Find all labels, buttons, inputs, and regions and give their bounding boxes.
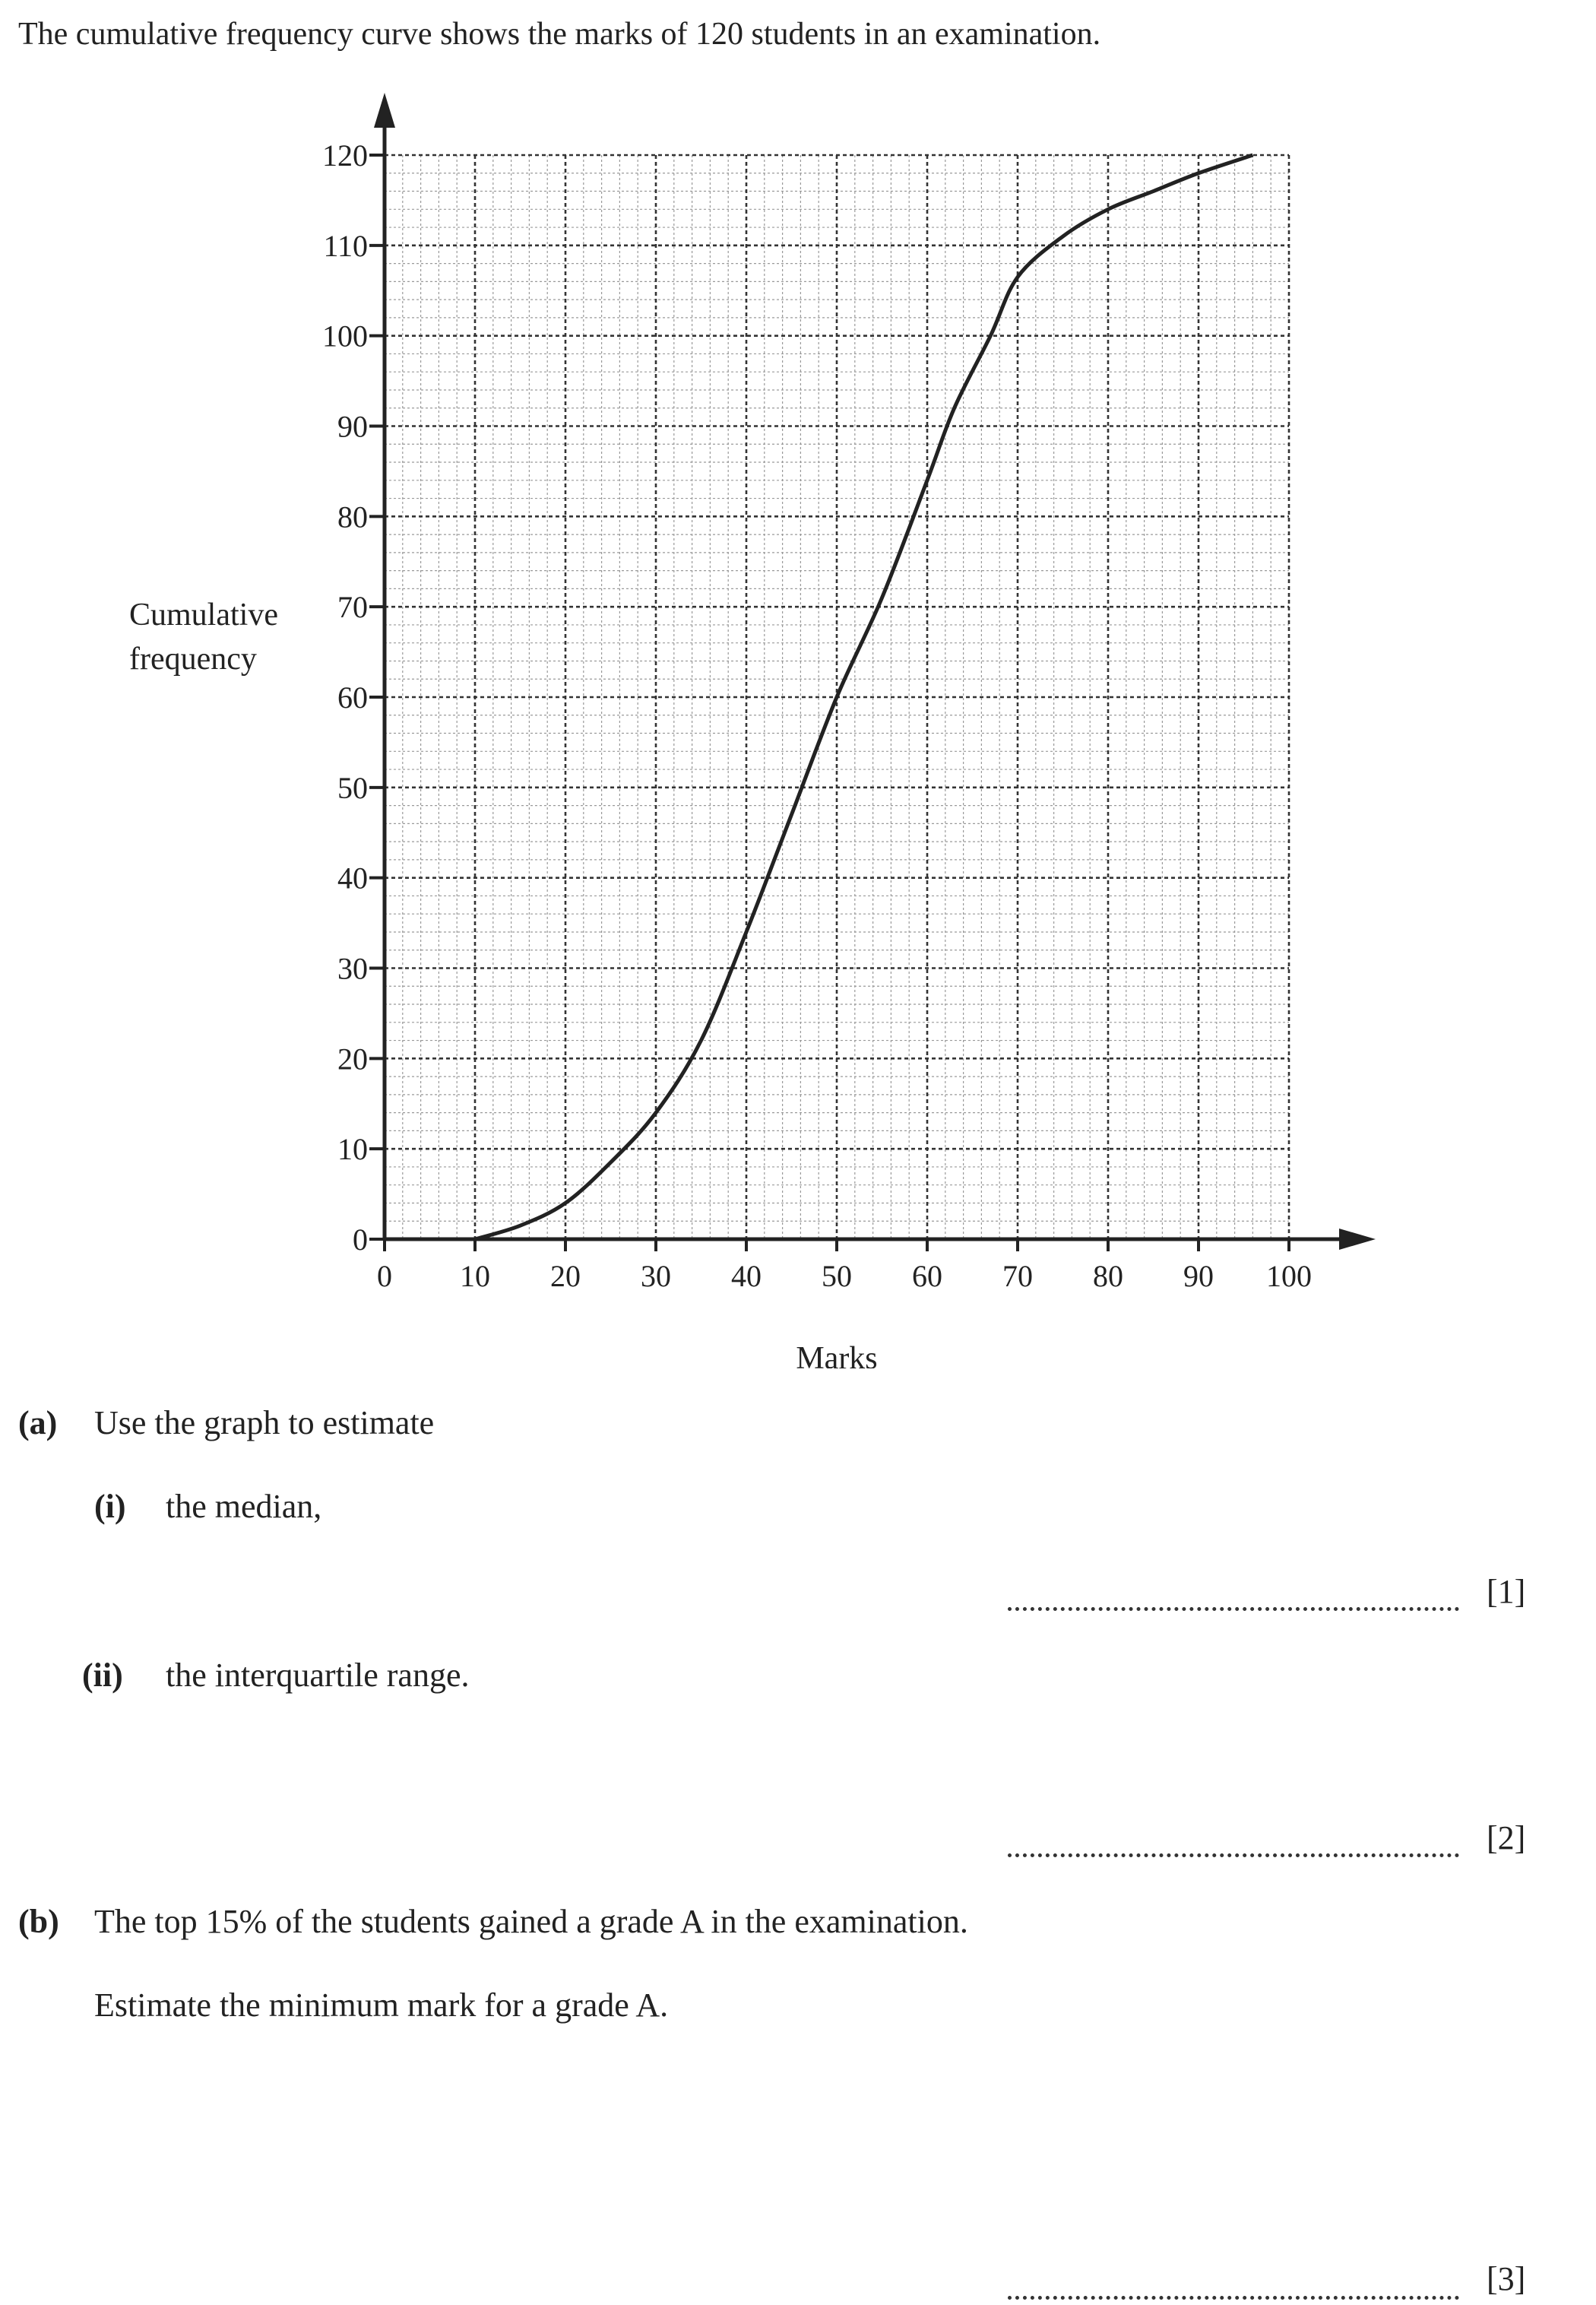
y-axis-arrow bbox=[374, 93, 395, 128]
x-tick-label: 10 bbox=[460, 1259, 490, 1293]
y-tick-label: 100 bbox=[322, 319, 368, 354]
x-tick-label: 0 bbox=[377, 1259, 392, 1293]
y-tick-label: 60 bbox=[337, 680, 368, 715]
y-tick-label: 0 bbox=[353, 1222, 368, 1257]
x-tick-label: 100 bbox=[1266, 1259, 1312, 1293]
y-tick-label: 30 bbox=[337, 951, 368, 986]
answer-line-a-i[interactable] bbox=[1008, 1607, 1459, 1611]
part-a-i-text: the median, bbox=[166, 1488, 322, 1525]
mark-a-ii: [2] bbox=[1487, 1819, 1526, 1856]
mark-b: [3] bbox=[1487, 2260, 1526, 2297]
part-a-i-label: (i) bbox=[94, 1488, 126, 1525]
y-tick-label: 70 bbox=[337, 590, 368, 625]
y-tick-label: 40 bbox=[337, 861, 368, 896]
x-tick-label: 60 bbox=[912, 1259, 942, 1293]
answer-line-b[interactable] bbox=[1008, 2296, 1459, 2300]
y-tick-label: 50 bbox=[337, 770, 368, 805]
part-a-ii-text: the interquartile range. bbox=[166, 1657, 470, 1694]
x-tick-label: 70 bbox=[1002, 1259, 1033, 1293]
part-b-text-2: Estimate the minimum mark for a grade A. bbox=[94, 1986, 669, 2024]
y-tick-label: 90 bbox=[337, 409, 368, 444]
part-a-label: (a) bbox=[18, 1404, 58, 1441]
part-b-label: (b) bbox=[18, 1903, 59, 1940]
y-axis-label: frequency bbox=[129, 642, 257, 677]
y-axis-label: Cumulative bbox=[129, 598, 278, 633]
y-tick-label: 110 bbox=[323, 228, 368, 263]
y-tick-label: 20 bbox=[337, 1042, 368, 1076]
part-a-ii-label: (ii) bbox=[82, 1657, 123, 1694]
y-tick-label: 120 bbox=[322, 138, 368, 173]
x-axis-label: Marks bbox=[796, 1341, 878, 1368]
answer-line-a-ii[interactable] bbox=[1008, 1853, 1459, 1857]
mark-a-i: [1] bbox=[1487, 1573, 1526, 1610]
x-tick-label: 80 bbox=[1093, 1259, 1123, 1293]
x-tick-label: 40 bbox=[731, 1259, 762, 1293]
part-a-text: Use the graph to estimate bbox=[94, 1404, 435, 1441]
x-axis-arrow bbox=[1339, 1229, 1376, 1250]
cumulative-frequency-chart bbox=[0, 76, 1596, 1368]
x-tick-label: 20 bbox=[550, 1259, 581, 1293]
y-tick-label: 80 bbox=[337, 499, 368, 534]
x-tick-label: 90 bbox=[1183, 1259, 1214, 1293]
part-b-text-1: The top 15% of the students gained a grade A in the examination. bbox=[94, 1903, 968, 1940]
question-intro: The cumulative frequency curve shows the marks of 120 students in an examination. bbox=[18, 17, 1101, 52]
x-tick-label: 50 bbox=[822, 1259, 852, 1293]
x-tick-label: 30 bbox=[641, 1259, 671, 1293]
y-tick-label: 10 bbox=[337, 1132, 368, 1167]
